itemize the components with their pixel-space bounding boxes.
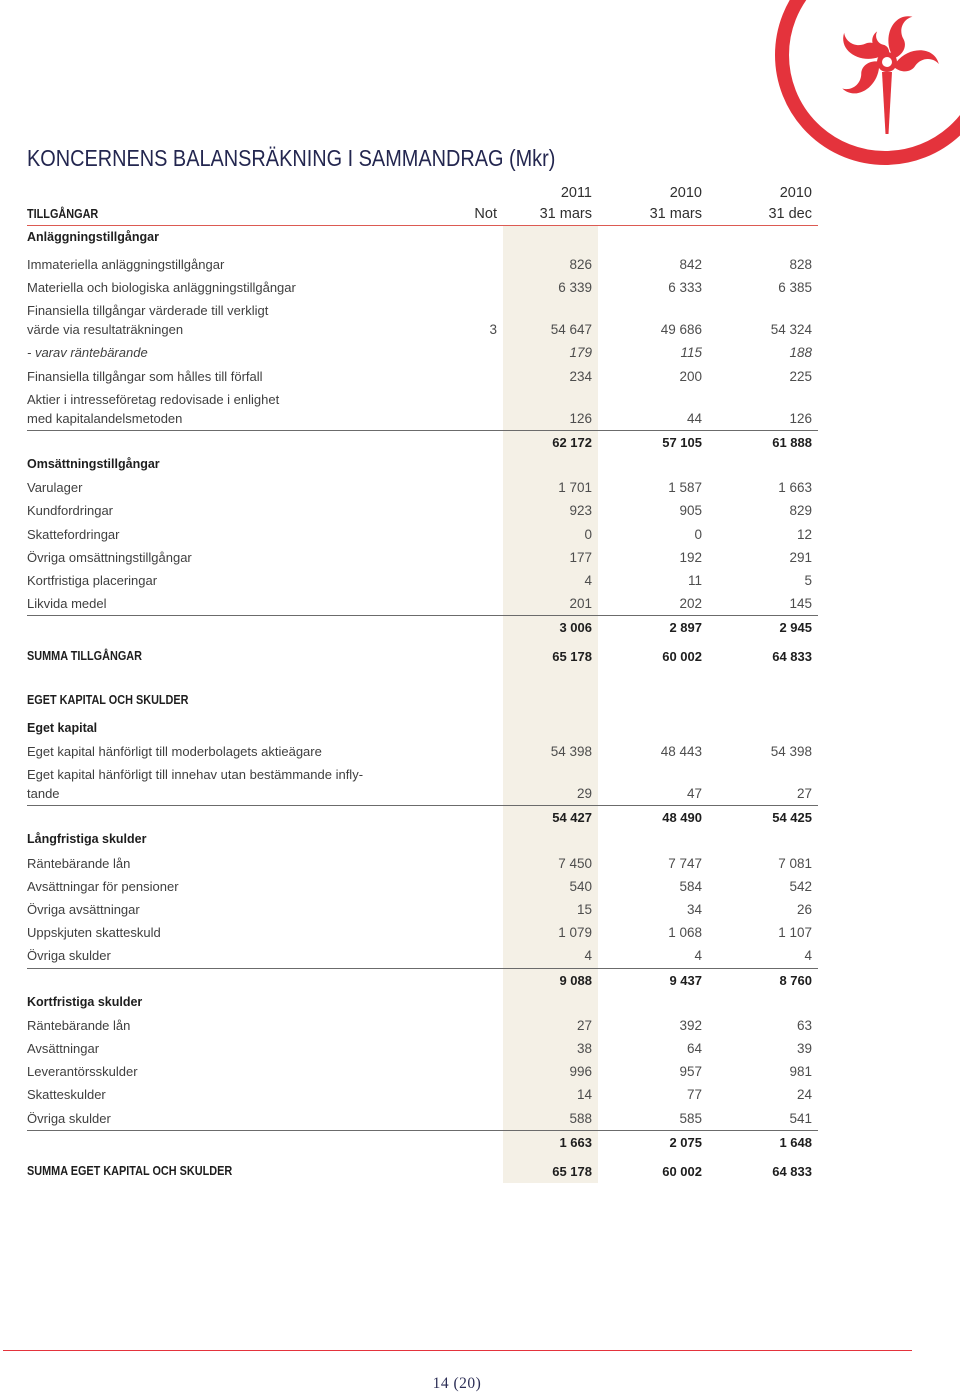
value-2010-31-mars: 44 [686,410,702,426]
value-2010-31-mars: 202 [679,596,702,612]
note-reference: 3 [489,322,497,338]
value-2011-31-mars: 1 079 [558,925,592,941]
row-label: Anläggningstillgångar [27,230,159,244]
row-label: Skattefordringar [27,526,120,542]
line-item-row [27,898,818,921]
line-item-row [27,1014,818,1037]
value-2010-31-dec: 7 081 [778,855,812,871]
line-item-row [27,1037,818,1060]
value-2010-31-mars: 2 075 [669,1134,702,1150]
value-2010-31-dec: 126 [789,410,812,426]
line-item-row [27,476,818,499]
value-2010-31-dec: 541 [789,1110,812,1126]
value-2010-31-dec: 1 107 [778,925,812,941]
column-year-1: 2011 [560,185,592,201]
row-label [27,299,268,343]
footer-divider [3,1350,912,1351]
value-2010-31-dec: 4 [804,948,812,964]
label-line: med kapitalandelsmetoden [27,410,183,426]
value-2011-31-mars: 4 [584,572,592,588]
group-heading-row [27,991,818,1014]
column-date-2: 31 mars [649,206,702,222]
value-2010-31-dec: 145 [789,596,812,612]
line-item-row [27,499,818,522]
value-2010-31-dec: 26 [796,901,812,917]
line-item-row [27,546,818,569]
assets-heading: TILLGÅNGAR [27,207,99,221]
row-label: Eget kapital hänförligt till moderbolagets aktieägare [27,744,322,759]
row-label: Skatteskulder [27,1087,106,1103]
line-item-row [27,569,818,592]
row-label: Övriga avsättningar [27,901,140,917]
value-2010-31-mars: 48 443 [660,744,702,759]
subtotal-row [27,968,818,991]
value-2011-31-mars: 234 [569,368,592,384]
group-heading-row [27,226,818,253]
value-2011-31-mars: 15 [576,901,592,917]
value-2010-31-mars: 0 [694,526,702,542]
row-label: Finansiella tillgångar som hålles till förfall [27,368,263,384]
value-2011-31-mars: 54 398 [550,744,592,759]
total-row [27,1160,818,1183]
column-year-2: 2010 [669,185,702,201]
row-label: Omsättningstillgångar [27,456,160,471]
row-label: Övriga omsättningstillgångar [27,549,192,565]
column-year-3: 2010 [779,185,812,201]
value-2010-31-mars: 2 897 [669,620,702,636]
value-2010-31-mars: 905 [679,503,702,519]
value-2011-31-mars: 588 [569,1110,592,1126]
row-label: Varulager [27,480,83,496]
value-2011-31-mars: 38 [576,1041,592,1057]
value-2010-31-mars: 48 490 [662,810,702,826]
label-line: värde via resultaträkningen [27,322,184,338]
value-2010-31-mars: 60 002 [662,649,702,665]
line-item-row [27,1107,818,1130]
row-label: Avsättningar [27,1041,100,1057]
value-2010-31-mars: 392 [679,1017,702,1033]
value-2011-31-mars: 923 [569,503,592,519]
line-item-row [27,276,818,299]
value-2010-31-dec: 24 [796,1087,812,1103]
value-2010-31-dec: 981 [789,1064,812,1080]
total-row [27,645,818,668]
value-2011-31-mars: 126 [569,410,592,426]
line-item-row [27,852,818,875]
group-heading-row [27,828,818,851]
value-2010-31-mars: 584 [679,878,702,894]
value-2011-31-mars: 177 [569,549,592,565]
row-label: Leverantörsskulder [27,1064,138,1080]
value-2010-31-mars: 585 [679,1110,702,1126]
label-line: Aktier i intresseföretag redovisade i enlighet [27,391,280,407]
value-2010-31-dec: 828 [789,257,812,272]
subtotal-row [27,805,818,828]
value-2011-31-mars: 29 [576,786,592,802]
value-2011-31-mars: 4 [584,948,592,964]
value-2010-31-dec: 39 [796,1041,812,1057]
value-2010-31-mars: 9 437 [669,972,702,988]
value-2011-31-mars: 179 [569,345,592,361]
line-item-row [27,299,818,341]
value-2010-31-dec: 63 [796,1017,812,1033]
value-2010-31-dec: 291 [789,549,812,565]
value-2010-31-mars: 957 [679,1064,702,1080]
value-2011-31-mars: 54 427 [552,810,592,826]
group-heading-row [27,453,818,476]
value-2010-31-mars: 57 105 [662,434,702,450]
value-2011-31-mars: 1 701 [558,480,592,496]
value-2010-31-mars: 1 068 [668,925,702,941]
line-item-row [27,388,818,430]
value-2010-31-mars: 4 [694,948,702,964]
value-2010-31-dec: 2 945 [779,620,812,636]
value-2010-31-mars: 64 [686,1041,702,1057]
value-2010-31-mars: 842 [679,257,702,272]
subtotal-row [27,615,818,638]
value-2010-31-mars: 6 333 [668,280,702,296]
value-2010-31-mars: 11 [687,572,702,588]
value-2010-31-mars: 60 002 [662,1164,702,1179]
subtotal-row [27,1130,818,1153]
value-2010-31-mars: 47 [686,786,702,802]
value-2010-31-dec: 5 [804,572,812,588]
value-2010-31-dec: 54 425 [772,810,812,826]
line-item-row [27,1060,818,1083]
value-2011-31-mars: 27 [576,1017,592,1033]
column-date-1: 31 mars [539,206,592,222]
line-item-row [27,944,818,967]
row-label: Kortfristiga placeringar [27,572,158,588]
line-item-row [27,341,818,364]
table-header [27,183,818,226]
row-label: Övriga skulder [27,1110,111,1126]
label-line: Eget kapital hänförligt till innehav utan bestämmande infly- [27,767,364,783]
row-label: Avsättningar för pensioner [27,878,179,894]
value-2010-31-dec: 64 833 [772,649,812,665]
value-2010-31-dec: 64 833 [772,1164,812,1179]
value-2010-31-dec: 54 398 [770,744,812,759]
row-label [27,388,279,432]
row-label: EGET KAPITAL OCH SKULDER [27,692,189,707]
value-2011-31-mars: 540 [569,878,592,894]
value-2011-31-mars: 996 [569,1064,592,1080]
company-logo-icon [770,0,960,172]
line-item-row [27,763,818,805]
value-2010-31-mars: 7 747 [668,855,702,871]
value-2010-31-dec: 188 [789,345,812,361]
value-2010-31-dec: 542 [789,878,812,894]
label-line: Finansiella tillgångar värderade till verkligt [27,303,269,319]
group-heading-row [27,717,818,740]
row-label: Övriga skulder [27,948,111,964]
line-item-row [27,921,818,944]
value-2010-31-mars: 77 [686,1087,702,1103]
value-2011-31-mars: 62 172 [552,434,592,450]
line-item-row [27,875,818,898]
row-label: Eget kapital [27,720,98,735]
row-label: Uppskjuten skatteskuld [27,925,161,941]
row-label: Räntebärande lån [27,1017,131,1033]
value-2011-31-mars: 3 006 [559,620,592,636]
row-label: Kundfordringar [27,503,113,519]
value-2010-31-dec: 54 324 [770,322,812,338]
value-2010-31-dec: 829 [789,503,812,519]
row-label: - varav räntebärande [27,345,148,361]
row-label: SUMMA TILLGÅNGAR [27,649,142,664]
line-item-row [27,253,818,276]
value-2011-31-mars: 65 178 [552,649,592,665]
value-2011-31-mars: 65 178 [552,1164,592,1179]
row-label: Långfristiga skulder [27,832,147,847]
value-2011-31-mars: 7 450 [558,855,592,871]
line-item-row [27,1083,818,1106]
line-item-row [27,740,818,763]
row-label: Immateriella anläggningstillgångar [27,257,225,272]
row-label: Likvida medel [27,596,107,612]
row-label: SUMMA EGET KAPITAL OCH SKULDER [27,1164,233,1178]
logo-stem [882,72,892,134]
value-2011-31-mars: 1 663 [559,1134,592,1150]
column-date-3: 31 dec [768,206,812,222]
value-2010-31-dec: 1 648 [779,1134,812,1150]
page-number: 14 (20) [432,1375,482,1392]
value-2010-31-dec: 27 [796,786,812,802]
value-2010-31-dec: 1 663 [778,480,812,496]
value-2011-31-mars: 826 [569,257,592,272]
value-2010-31-dec: 225 [789,368,812,384]
value-2010-31-dec: 12 [796,526,812,542]
value-2010-31-mars: 1 587 [668,480,702,496]
row-label: Kortfristiga skulder [27,994,143,1009]
value-2011-31-mars: 201 [569,596,592,612]
value-2010-31-mars: 34 [686,901,702,917]
value-2010-31-mars: 115 [680,345,702,361]
value-2010-31-dec: 8 760 [779,972,812,988]
value-2010-31-mars: 192 [679,549,702,565]
value-2011-31-mars: 14 [576,1087,592,1103]
value-2010-31-mars: 200 [679,368,702,384]
value-2011-31-mars: 0 [584,526,592,542]
value-2011-31-mars: 9 088 [559,972,592,988]
value-2011-31-mars: 54 647 [550,322,592,338]
value-2010-31-dec: 61 888 [772,434,812,450]
row-label: Räntebärande lån [27,855,131,871]
line-item-row [27,592,818,615]
label-line: tande [27,786,60,802]
row-label [27,763,363,807]
line-item-row [27,523,818,546]
value-2011-31-mars: 6 339 [558,280,592,296]
value-2010-31-dec: 6 385 [778,280,812,296]
logo-center-dot [882,57,892,67]
balance-sheet-table [27,226,818,1183]
line-item-row [27,365,818,388]
note-column-header: Not [474,206,497,222]
value-2010-31-mars: 49 686 [660,322,702,338]
page-title: KONCERNENS BALANSRÄKNING I SAMMANDRAG (Mkr) [27,145,556,171]
row-label: Materiella och biologiska anläggningstillgångar [27,280,296,296]
subtotal-row [27,430,818,453]
section-title-row [27,689,818,712]
